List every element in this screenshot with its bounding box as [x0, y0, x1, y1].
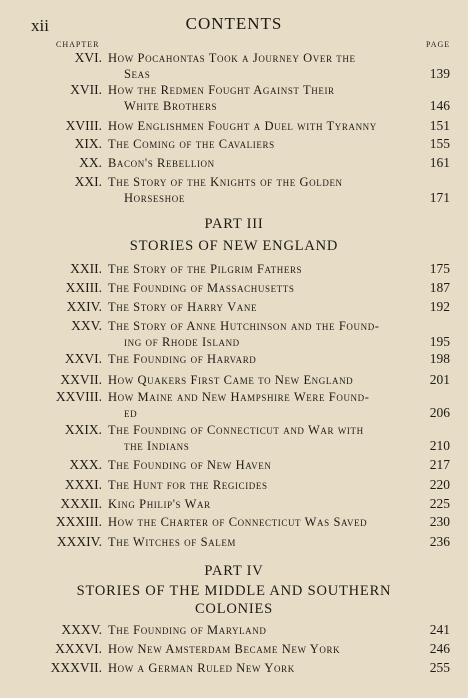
page-number-ref: 155 — [429, 136, 450, 151]
page-number-ref: 187 — [429, 280, 450, 295]
page-number-ref: 175 — [429, 261, 450, 276]
chapter-title: How New Amsterdam Became New York — [108, 642, 341, 656]
chapter-title: The Coming of the Cavaliers — [108, 137, 275, 151]
page-number-ref: 195 — [429, 334, 450, 349]
chapter-number: XXX. — [69, 457, 102, 472]
chapter-number: XIX. — [74, 136, 102, 151]
chapter-title: The Hunt for the Regicides — [108, 478, 268, 492]
chapter-number: XX. — [79, 155, 102, 170]
chapter-title: King Philip's War — [108, 497, 211, 511]
page-number: xii — [31, 16, 49, 35]
page-number-ref: 255 — [429, 660, 450, 675]
chapter-title-continued: ed — [124, 406, 138, 420]
chapter-title: The Witches of Salem — [108, 535, 237, 549]
chapter-number: XXIV. — [66, 299, 102, 314]
chapter-number: XXXV. — [61, 622, 102, 637]
chapter-number: XVIII. — [65, 118, 102, 133]
page-number-ref: 220 — [429, 477, 450, 492]
chapter-number: XXXVII. — [50, 660, 102, 675]
chapter-title: How Maine and New Hampshire Were Found- — [108, 390, 370, 404]
chapter-column-header: CHAPTER — [56, 40, 100, 49]
chapter-title: Bacon's Rebellion — [108, 156, 215, 170]
part-label: PART IV — [204, 563, 264, 579]
chapter-title-continued: the Indians — [124, 439, 190, 453]
page-number-ref: 201 — [429, 372, 450, 387]
chapter-title: How Pocahontas Took a Journey Over the — [108, 51, 356, 65]
chapter-title-continued: ing of Rhode Island — [124, 335, 240, 349]
page-number-ref: 241 — [429, 622, 450, 637]
chapter-title: The Founding of Harvard — [108, 352, 257, 366]
part-title-continued: COLONIES — [194, 601, 274, 617]
chapter-title: The Founding of Maryland — [108, 623, 267, 637]
part-label: PART III — [204, 216, 264, 232]
chapter-number: XVI. — [74, 50, 102, 65]
page-number-ref: 225 — [429, 496, 450, 511]
page-number-ref: 236 — [429, 534, 450, 549]
part-title: STORIES OF NEW ENGLAND — [129, 238, 339, 254]
chapter-number: XXVIII. — [55, 389, 102, 404]
page-number-ref: 198 — [429, 351, 450, 366]
chapter-number: XXII. — [70, 261, 102, 276]
page-number-ref: 161 — [429, 155, 450, 170]
page-number-ref: 246 — [429, 641, 450, 656]
chapter-number: XXVII. — [60, 372, 102, 387]
page-number-ref: 230 — [429, 514, 450, 529]
chapter-title: The Story of the Knights of the Golden — [108, 175, 343, 189]
chapter-title: How Englishmen Fought a Duel with Tyranny — [108, 119, 377, 133]
part-title: STORIES OF THE MIDDLE AND SOUTHERN — [76, 583, 392, 599]
page-number-ref: 139 — [429, 66, 450, 81]
chapter-title: How Quakers First Came to New England — [108, 373, 354, 387]
chapter-number: XXIX. — [64, 422, 102, 437]
page-number-ref: 192 — [429, 299, 450, 314]
chapter-number: XXXIII. — [55, 514, 102, 529]
chapter-number: XXXII. — [60, 496, 102, 511]
chapter-title: How the Charter of Connecticut Was Saved — [108, 515, 368, 529]
chapter-number: XXI. — [74, 174, 102, 189]
chapter-title-continued: White Brothers — [124, 99, 218, 113]
chapter-number: XXIII. — [65, 280, 102, 295]
chapter-title-continued: Horseshoe — [124, 191, 185, 205]
chapter-number: XXXI. — [64, 477, 102, 492]
chapter-title: The Founding of New Haven — [108, 458, 272, 472]
chapter-title: The Founding of Massachusetts — [108, 281, 295, 295]
chapter-title-continued: Seas — [124, 67, 151, 81]
chapter-title: The Founding of Connecticut and War with — [108, 423, 364, 437]
chapter-title: The Story of Anne Hutchinson and the Found- — [108, 319, 380, 333]
page-column-header: PAGE — [426, 40, 451, 49]
chapter-title: How the Redmen Fought Against Their — [108, 83, 335, 97]
chapter-number: XXV. — [71, 318, 102, 333]
chapter-number: XXXIV. — [56, 534, 102, 549]
chapter-number: XXXVI. — [55, 641, 102, 656]
page-number-ref: 210 — [429, 438, 450, 453]
page-number-ref: 146 — [429, 98, 450, 113]
page-title: CONTENTS — [185, 14, 283, 33]
chapter-title: The Story of Harry Vane — [108, 300, 258, 314]
page-number-ref: 171 — [429, 190, 450, 205]
chapter-title: The Story of the Pilgrim Fathers — [108, 262, 303, 276]
page-number-ref: 217 — [429, 457, 450, 472]
chapter-number: XVII. — [70, 82, 102, 97]
chapter-title: How a German Ruled New York — [108, 661, 295, 675]
page-number-ref: 206 — [429, 405, 450, 420]
chapter-number: XXVI. — [64, 351, 102, 366]
page-number-ref: 151 — [429, 118, 450, 133]
